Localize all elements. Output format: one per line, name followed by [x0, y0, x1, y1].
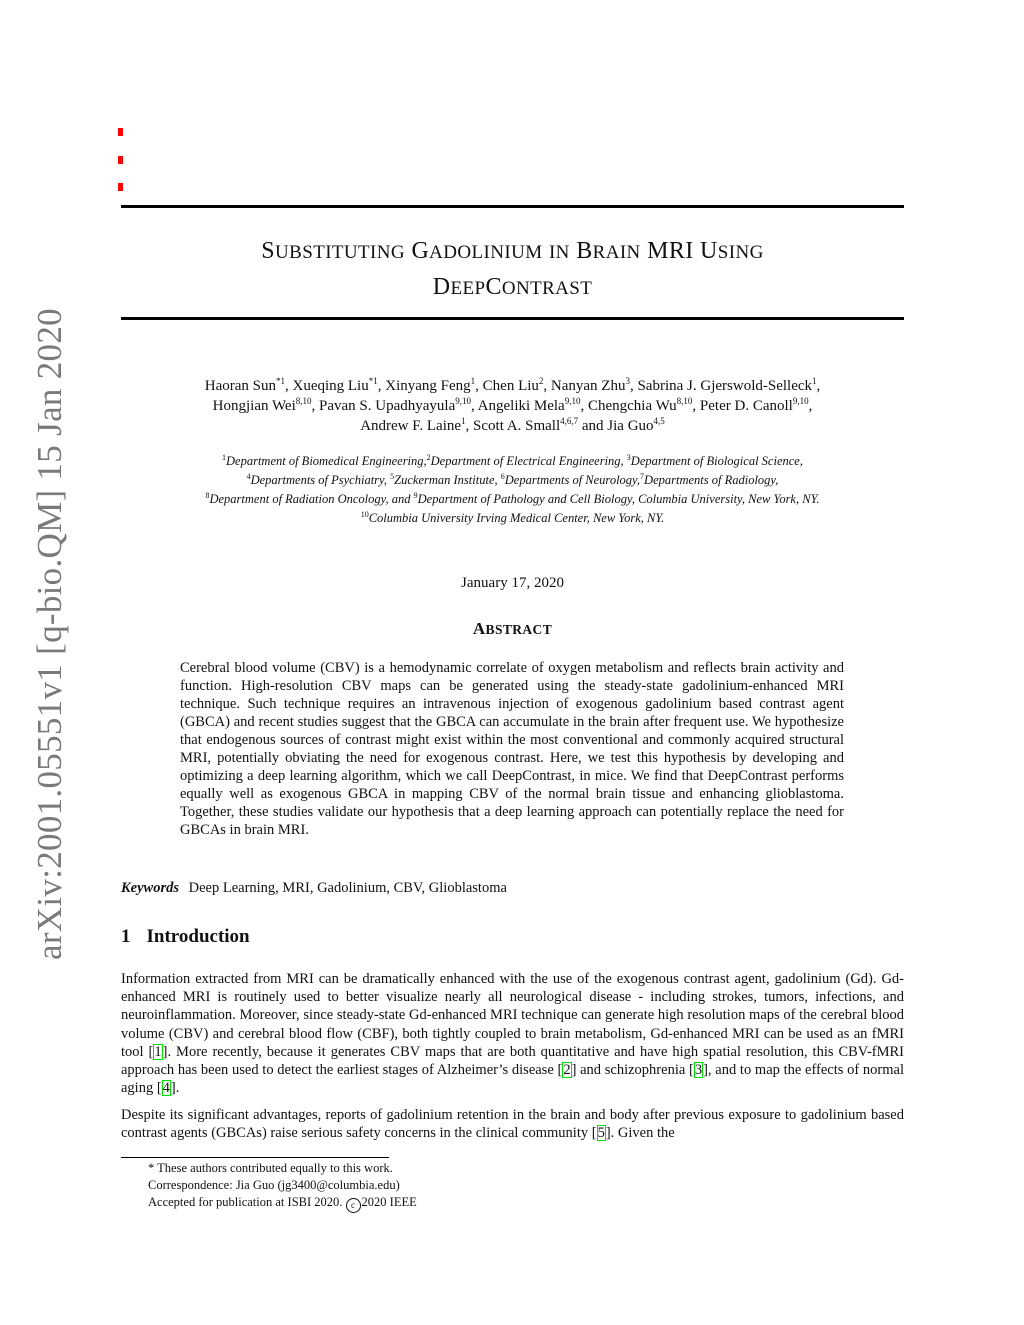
author-name: , Xueqing Liu	[284, 378, 369, 394]
footnote-equal-contribution: * These authors contributed equally to this work.	[148, 1161, 393, 1175]
author-name: , Scott A. Small	[465, 418, 561, 434]
citation-link[interactable]: 2	[563, 1062, 571, 1079]
section-title: Introduction	[146, 926, 250, 947]
affiliation-number: 5	[390, 471, 395, 481]
author-line	[121, 396, 904, 416]
footnote-correspondence: Correspondence: Jia Guo (jg3400@columbia.edu)	[148, 1178, 400, 1192]
keywords-label: Keywords	[121, 880, 179, 896]
affiliation-number: 4	[246, 471, 251, 481]
footnote-acceptance: Accepted for publication at ISBI 2020. c 2020 IEEE	[148, 1194, 848, 1213]
author-list	[121, 376, 904, 436]
abstract-heading: ABSTRACT	[472, 619, 553, 638]
affiliation-superscript: 4,5	[653, 416, 665, 426]
affiliation-text: Department of Biological Science,	[630, 454, 803, 468]
affiliation-text: Columbia University Irving Medical Center, New York, NY.	[368, 511, 665, 525]
red-marker	[118, 183, 123, 191]
affiliation-superscript: 4,6,7	[560, 416, 579, 426]
author-name: ,	[816, 378, 821, 394]
affiliation-superscript: 3	[625, 376, 630, 386]
affiliation-text: Departments of Neurology,	[504, 473, 641, 487]
affiliation-line	[121, 490, 904, 509]
publication-date: January 17, 2020	[461, 575, 564, 591]
affiliation-text: Department of Radiation Oncology, and	[209, 492, 414, 506]
keywords	[121, 880, 904, 897]
intro-paragraph-2: Despite its significant advantages, reports of gadolinium retention in the brain and body after previous exposure to gadolinium based contrast agents (GBCAs) raise serious safety concerns in the clinical community [5]. Given the	[121, 1107, 904, 1142]
affiliation-text: Zuckerman Institute,	[394, 473, 501, 487]
affiliation-superscript: 2	[538, 376, 544, 386]
red-marker	[118, 128, 123, 136]
affiliation-superscript: 9,10	[455, 396, 471, 406]
citation-link[interactable]: 5	[597, 1125, 605, 1142]
footnote-rule	[121, 1157, 389, 1158]
affiliation-superscript: 8,10	[676, 396, 693, 406]
affiliation-number: 8	[205, 490, 210, 500]
author-name: and Jia Guo	[578, 418, 654, 434]
intro-paragraph-1: Information extracted from MRI can be dramatically enhanced with the use of the exogenous contrast agent, gadolinium (Gd). Gd-enhanced MRI is routinely used to better visualize nearly all neurological disease - including strokes, tumors, infections, and neuroinflammation. Moreover, since steady-state Gd-enhanced MRI technique can generate high resolution maps of the cerebral blood volume (CBV) and cerebral blood flow (CBF), both tightly coupled to brain metabolism, Gd-enhanced MRI can be used as an fMRI tool [1]. More recently, because it generates CBV maps that are both quantitative and have high spatial resolution, this CBV-fMRI approach has been used to detect the earliest stages of Alzheimer’s disease [2] and schizophrenia [3], and to map the effects of normal aging [4].	[121, 971, 905, 1097]
author-line	[121, 416, 904, 436]
citation-link[interactable]: 4	[162, 1080, 170, 1097]
author-name: Andrew F. Laine	[360, 418, 462, 434]
author-name: , Nanyan Zhu	[543, 378, 626, 394]
affiliation-superscript: 8,10	[295, 396, 312, 406]
affiliation-superscript: 1	[812, 376, 817, 386]
affiliation-superscript: *1	[368, 376, 378, 386]
author-name: Haoran Sun	[204, 378, 276, 394]
abstract-text: Cerebral blood volume (CBV) is a hemodynamic correlate of oxygen metabolism and reflects brain activity and function. High-resolution CBV maps can be generated using the steady-state gadolinium-enhanced MRI technique. Such technique requires an intravenous injection of exogenous gadolinium based contrast agent (GBCA) and recent studies suggest that the GBCA can accumulate in the brain after frequent use. We hypothesize that endogenous sources of contrast might exist within the most conventional and commonly acquired structural MRI, potentially obviating the need for exogenous contrast. Here, we test this hypothesis by developing and optimizing a deep learning algorithm, which we call DeepContrast, in mice. We find that DeepContrast performs equally well as exogenous GBCA in mapping CBV of the normal brain tissue and enhancing glioblastoma. Together, these studies validate our hypothesis that a deep learning approach can potentially replace the need for GBCAs in brain MRI.	[180, 660, 844, 838]
affiliation-superscript: 9,10	[564, 396, 581, 406]
author-name: , Xinyang Feng	[377, 378, 471, 394]
affiliation-number: 6	[500, 471, 505, 481]
affiliation-text: Departments of Psychiatry,	[250, 473, 391, 487]
copyright-icon: c	[346, 1198, 361, 1213]
citation-link[interactable]: 3	[694, 1062, 703, 1079]
affiliation-text: Department of Biomedical Engineering,	[226, 454, 427, 468]
author-name: , Chengchia Wu	[580, 398, 677, 414]
affiliation-text: Department of Pathology and Cell Biology, Columbia University, New York, NY.	[417, 492, 820, 506]
keywords-text: Deep Learning, MRI, Gadolinium, CBV, Glioblastoma	[188, 880, 507, 896]
author-name: Hongjian Wei	[212, 398, 296, 414]
affiliation-line	[121, 471, 904, 490]
author-name: ,	[808, 398, 813, 414]
author-name: , Angeliki Mela	[470, 398, 565, 414]
affiliation-line	[121, 509, 904, 528]
title-top-rule	[121, 205, 904, 208]
affiliation-number: 2	[426, 452, 431, 462]
red-marker	[118, 156, 123, 164]
affiliation-superscript: *1	[275, 376, 285, 386]
affiliation-superscript: 9,10	[792, 396, 809, 406]
footnotes	[148, 1160, 848, 1213]
title-line-1: SUBSTITUTING GADOLINIUM IN BRAIN MRI USING	[261, 238, 764, 264]
title-line-2: DEEPCONTRAST	[432, 274, 593, 300]
affiliation-line	[121, 452, 904, 471]
affiliation-text: Departments of Radiology,	[644, 473, 779, 487]
author-name: , Peter D. Canoll	[692, 398, 793, 414]
affiliation-number: 9	[413, 490, 418, 500]
affiliation-text: Department of Electrical Engineering,	[430, 454, 627, 468]
section-number: 1	[121, 926, 131, 947]
affiliation-superscript: 1	[470, 376, 476, 386]
citation-link[interactable]: 1	[154, 1043, 162, 1060]
paper-title	[121, 234, 904, 306]
affiliation-number: 3	[626, 452, 631, 462]
author-line	[121, 376, 904, 396]
author-name: , Chen Liu	[475, 378, 539, 394]
author-name: , Sabrina J. Gjerswold-Selleck	[629, 378, 813, 394]
affiliation-number: 1	[222, 452, 226, 462]
affiliation-number: 10	[360, 509, 369, 519]
affiliation-list	[121, 452, 904, 528]
author-name: , Pavan S. Upadhyayula	[311, 398, 456, 414]
section-heading-introduction	[121, 926, 250, 948]
affiliation-superscript: 1	[461, 416, 466, 426]
affiliation-number: 7	[640, 471, 645, 481]
arxiv-identifier[interactable]: arXiv:2001.05551v1 [q-bio.QM] 15 Jan 2020	[30, 308, 69, 960]
title-bottom-rule	[121, 317, 904, 320]
